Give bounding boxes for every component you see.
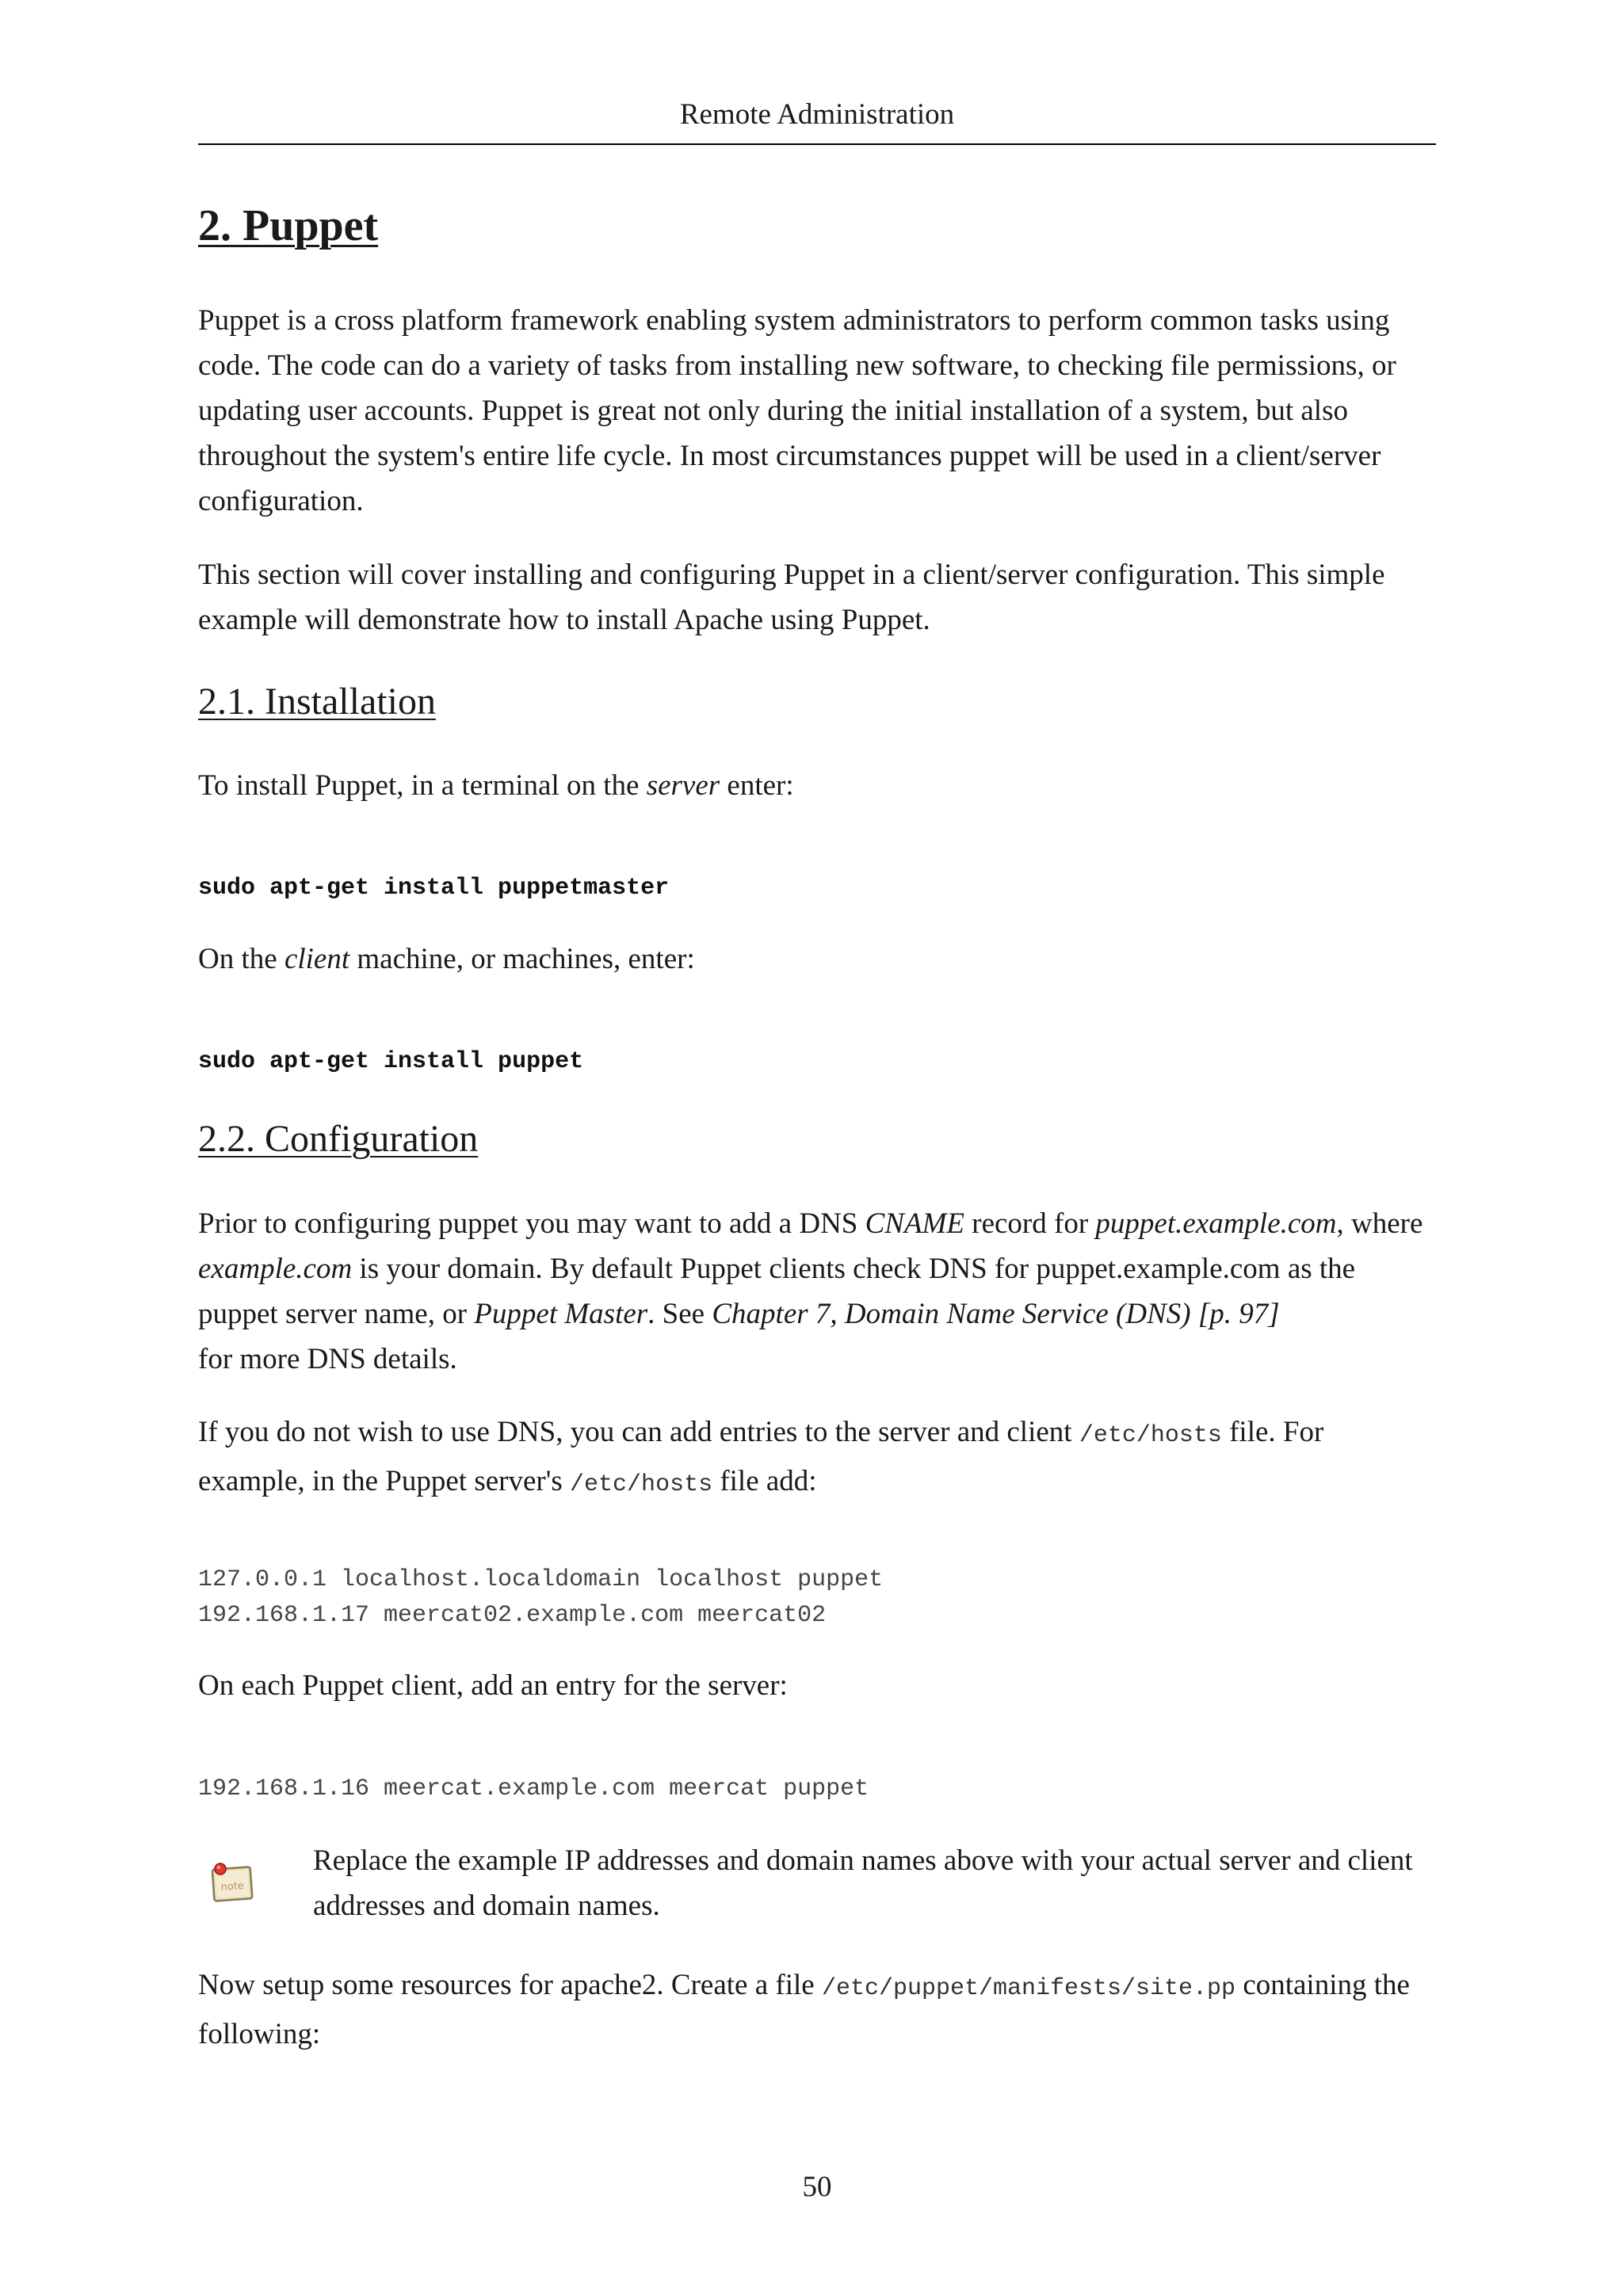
- code-line: 127.0.0.1 localhost.localdomain localhost puppet: [198, 1566, 884, 1593]
- site-pp-path-inline: /etc/puppet/manifests/site.pp: [821, 1975, 1236, 2002]
- server-hosts-code-block: [198, 1562, 883, 1634]
- note-icon-label: note: [220, 1879, 245, 1894]
- hosts-path-inline: /etc/hosts: [1079, 1422, 1222, 1449]
- install-server-paragraph: To install Puppet, in a terminal on the server enter:: [198, 769, 794, 802]
- note-icon: [208, 1858, 255, 1905]
- client-install-command: sudo apt-get install puppet: [198, 1048, 584, 1075]
- code-line: 192.168.1.16 meercat.example.com meercat puppet: [198, 1775, 869, 1802]
- client-hosts-code-block: [198, 1772, 869, 1807]
- header-rule: [198, 143, 1436, 145]
- hosts-paragraph: If you do not wish to use DNS, you can add entries to the server and client /etc/hosts file. For example, in the Puppet server's /etc/hosts file add:: [198, 1416, 1324, 1498]
- site-pp-paragraph: Now setup some resources for apache2. Create a file /etc/puppet/manifests/site.pp containing the following:: [198, 1969, 1410, 2050]
- page-number: 50: [802, 2171, 832, 2203]
- hosts-path-inline: /etc/hosts: [570, 1471, 713, 1498]
- installation-heading: 2.1. Installation: [198, 681, 436, 723]
- configuration-heading: 2.2. Configuration: [198, 1118, 479, 1160]
- intro-paragraph-1: Puppet is a cross platform framework enabling system administrators to perform common tasks using code. The code can do a variety of tasks from installing new software, to checking file permissions, or updating user accounts. Puppet is great not only during the initial installation of a system, but also throughout the system's entire life cycle. In most circumstances puppet will be used in a client/server configuration.: [198, 304, 1396, 517]
- code-line: 192.168.1.17 meercat02.example.com meercat02: [198, 1602, 827, 1629]
- note-text: Replace the example IP addresses and domain names above with your actual server and client addresses and domain names.: [313, 1844, 1413, 1922]
- client-entry-paragraph: On each Puppet client, add an entry for the server:: [198, 1669, 788, 1702]
- running-header: Remote Administration: [679, 98, 955, 131]
- dns-paragraph: Prior to configuring puppet you may want to add a DNS CNAME record for puppet.example.com, where example.com is your domain. By default Puppet clients check DNS for puppet.example.com as the puppet server name, or Puppet Master. See Chapter 7, Domain Name Service (DNS) [p. 97] for more DNS details.: [198, 1207, 1423, 1375]
- section-heading: 2. Puppet: [198, 201, 379, 250]
- install-client-paragraph: On the client machine, or machines, enter:: [198, 943, 695, 975]
- server-install-command: sudo apt-get install puppetmaster: [198, 875, 670, 902]
- intro-paragraph-2: This section will cover installing and configuring Puppet in a client/server configuration. This simple example will demonstrate how to install Apache using Puppet.: [198, 559, 1385, 636]
